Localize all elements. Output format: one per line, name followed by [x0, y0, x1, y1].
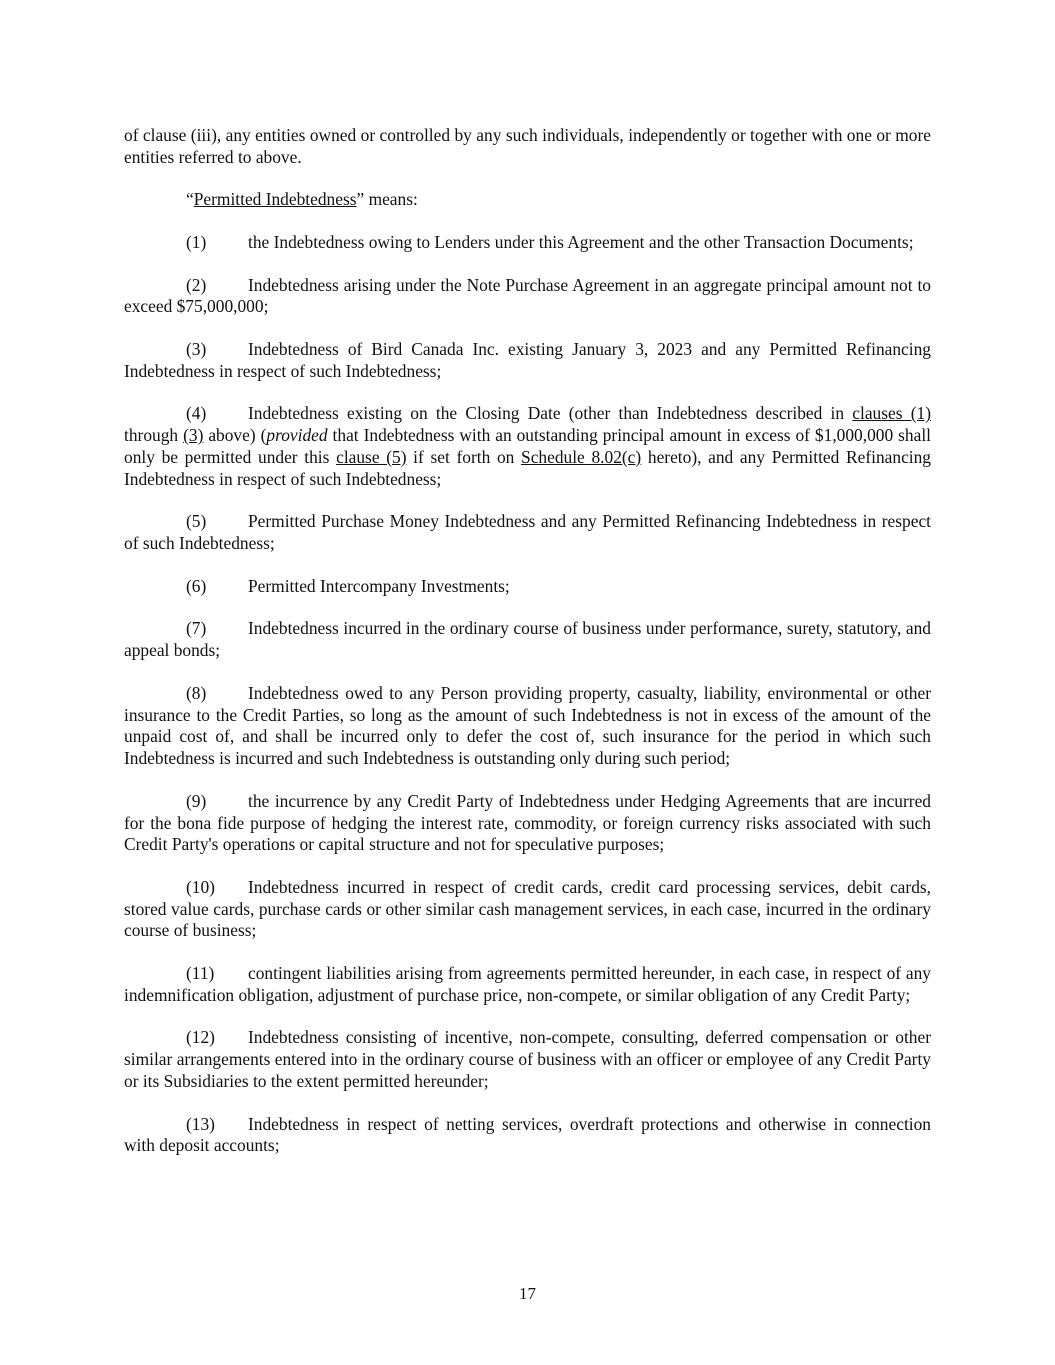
open-quote: “	[186, 189, 194, 210]
item-number: (6)	[186, 575, 207, 596]
list-item	[124, 511, 931, 555]
schedule-reference: Schedule 8.02(c)	[521, 446, 642, 467]
intro-paragraph: of clause (iii), any entities owned or controlled by any such individuals, independently or together with one or more entities referred to above.	[124, 125, 931, 167]
item-text: Permitted Intercompany Investments;	[248, 575, 510, 596]
item-number: (12)	[186, 1027, 215, 1048]
item-text: Indebtedness of Bird Canada Inc. existing January 3, 2023 and any Permitted Refinancing Indebtedness in respect of such Indebtedness;	[124, 338, 931, 381]
document-body	[124, 125, 931, 1178]
item-text: Indebtedness incurred in the ordinary course of business under performance, surety, statutory, and appeal bonds;	[124, 618, 931, 661]
page-number: 17	[519, 1284, 536, 1303]
clause-3-reference: (3)	[183, 425, 204, 446]
item-number: (10)	[186, 876, 215, 897]
list-item	[124, 963, 931, 1007]
item-number: (13)	[186, 1113, 215, 1134]
list-item	[124, 791, 931, 856]
definition-heading	[124, 189, 931, 211]
item-number: (2)	[186, 274, 207, 295]
clause-5-reference: clause (5)	[336, 446, 407, 467]
item-text: above) (	[203, 425, 267, 446]
list-item	[124, 877, 931, 942]
item-number: (3)	[186, 338, 207, 359]
item-text: Indebtedness incurred in respect of credit cards, credit card processing services, debit cards, stored value cards, purchase cards or other similar cash management services, in each case, incurred in the ordinary course of business;	[124, 876, 931, 941]
list-item	[124, 403, 931, 490]
item-text: Indebtedness existing on the Closing Date (other than Indebtedness described in	[248, 403, 853, 424]
item-number: (4)	[186, 403, 207, 424]
item-number: (7)	[186, 618, 207, 639]
item-number: (1)	[186, 231, 207, 252]
clauses-reference: clauses (1)	[852, 403, 931, 424]
item-text: if set forth on	[406, 446, 522, 467]
item-number: (9)	[186, 790, 207, 811]
item-text: contingent liabilities arising from agreements permitted hereunder, in each case, in respect of any indemnification obligation, adjustment of purchase price, non-compete, or similar obligation of any Credit Party;	[124, 963, 931, 1005]
list-item	[124, 232, 931, 254]
item-text: Permitted Purchase Money Indebtedness and any Permitted Refinancing Indebtedness in respect of such Indebtedness;	[124, 511, 931, 554]
item-text: the incurrence by any Credit Party of Indebtedness under Hedging Agreements that are incurred for the bona fide purpose of hedging the interest rate, commodity, or foreign currency risks associated with such Credit Party's operations or capital structure and not for speculative purposes;	[124, 790, 931, 855]
list-item	[124, 275, 931, 319]
item-number: (8)	[186, 682, 207, 703]
item-text: Indebtedness owed to any Person providing property, casualty, liability, environmental or other insurance to the Credit Parties, so long as the amount of such Indebtedness is not in excess of the amount of the unpaid cost of, and shall be incurred only to defer the cost of, such insurance for the period in which such Indebtedness is incurred and such Indebtedness is outstanding only during such period;	[124, 682, 931, 769]
provided-term: provided	[266, 425, 328, 446]
definition-suffix: ” means:	[356, 189, 418, 210]
item-number: (5)	[186, 511, 207, 532]
item-text: through	[124, 425, 184, 446]
item-text: Indebtedness in respect of netting services, overdraft protections and otherwise in connection with deposit accounts;	[124, 1113, 931, 1156]
list-item	[124, 1114, 931, 1158]
item-text: Indebtedness arising under the Note Purchase Agreement in an aggregate principal amount not to exceed $75,000,000;	[124, 274, 931, 317]
list-item	[124, 618, 931, 662]
list-item	[124, 1027, 931, 1092]
list-item	[124, 683, 931, 770]
list-item	[124, 339, 931, 383]
item-text: Indebtedness consisting of incentive, non-compete, consulting, deferred compensation or other similar arrangements entered into in the ordinary course of business with an officer or employee of any Credit Party or its Subsidiaries to the extent permitted hereunder;	[124, 1027, 931, 1092]
item-text: that Indebtedness with an outstanding principal amount in excess of $1,000,000 shall only be permitted under this	[124, 425, 931, 467]
item-text: the Indebtedness owing to Lenders under this Agreement and the other Transaction Documents;	[248, 231, 914, 252]
list-item	[124, 576, 931, 598]
item-number: (11)	[186, 963, 215, 984]
defined-term: Permitted Indebtedness	[193, 189, 357, 210]
item-text: hereto), and any Permitted Refinancing Indebtedness in respect of such Indebtedness;	[124, 446, 932, 489]
